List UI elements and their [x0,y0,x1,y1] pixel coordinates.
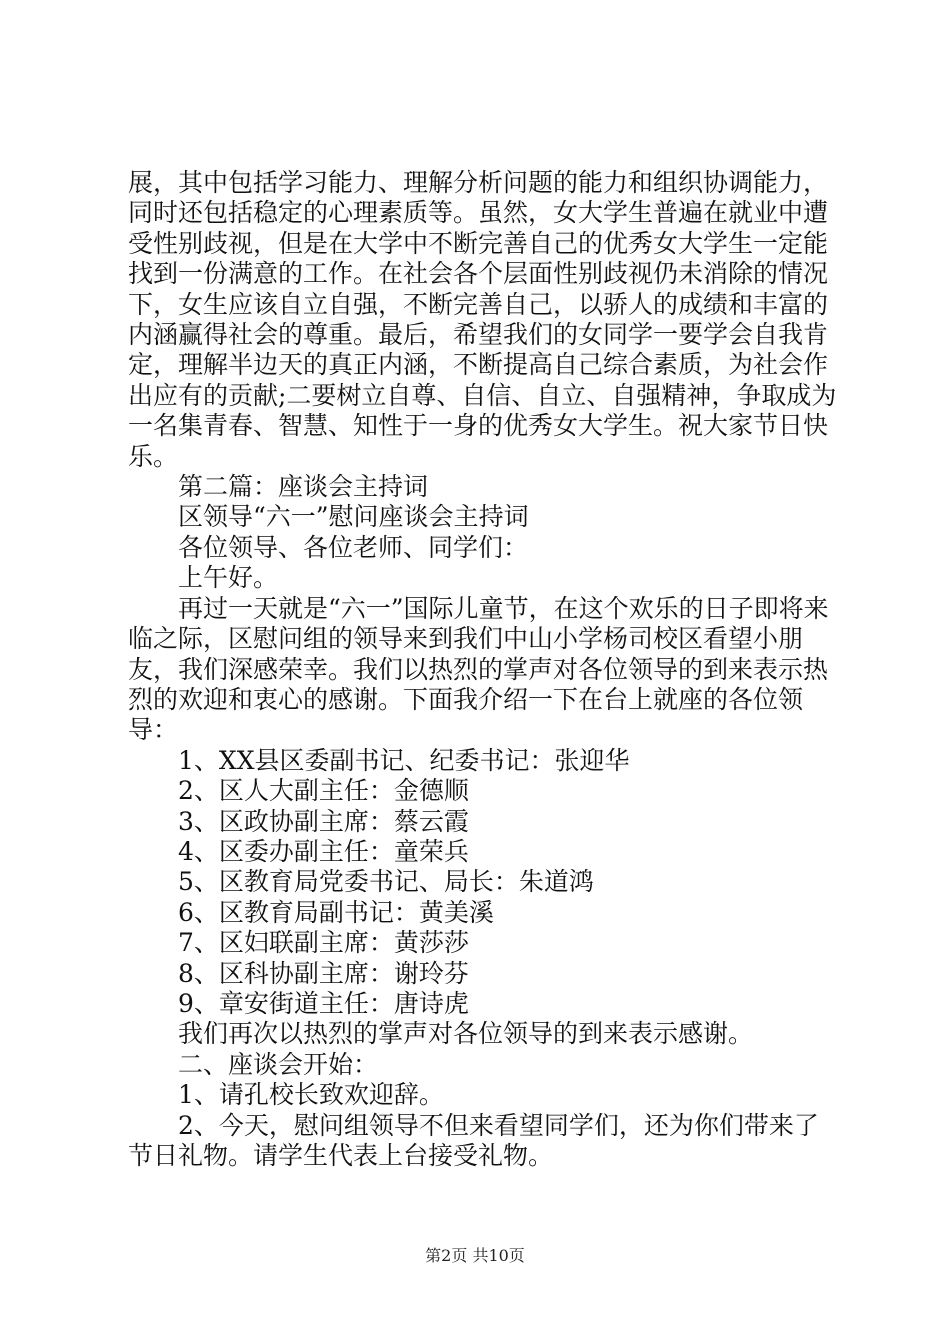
page-footer [0,1243,950,1266]
document-body [128,168,838,1171]
part-two-heading: 二、座谈会开始： [178,1049,379,1079]
leader-list-item: 6、区教育局副书记：黄美溪 [178,897,494,927]
continuation-paragraph: 展，其中包括学习能力、理解分析问题的能力和组织协调能力，同时还包括稳定的心理素质等。虽然，女大学生普遍在就业中遭受性别歧视，但是在大学中不断完善自己的优秀女大学生一定能找到一份满意的工作。在社会各个层面性别歧视仍未消除的情况下，女生应该自立自强，不断完善自己，以骄人的成绩和丰富的内涵赢得社会的尊重。最后，希望我们的女同学一要学会自我肯定，理解半边天的真正内涵，不断提高自己综合素质，为社会作出应有的贡献;二要树立自尊、自信、自立、自强精神，争取成为一名集青春、智慧、知性于一身的优秀女大学生。祝大家节日快乐。 [128,168,837,471]
greeting: 上午好。 [178,563,279,593]
leader-list-item: 3、区政协副主席：蔡云霞 [178,806,469,836]
leader-list-item: 1、XX县区委副书记、纪委书记：张迎华 [178,745,630,775]
section-heading: 第二篇：座谈会主持词 [178,472,429,502]
salutation: 各位领导、各位老师、同学们： [178,532,529,562]
leader-list-item: 2、区人大副主任：金德顺 [178,776,469,806]
leader-list-item: 9、章安街道主任：唐诗虎 [178,988,469,1018]
step-two: 2、今天，慰问组领导不但来看望同学们，还为你们带来了节日礼物。请学生代表上台接受礼物。 [128,1110,819,1170]
leader-list-item: 8、区科协副主席：谢玲芬 [178,958,469,988]
speech-title: 区领导“六一”慰问座谈会主持词 [178,502,529,532]
leader-list-item: 4、区委办副主任：童荣兵 [178,836,469,866]
leader-list-item: 7、区妇联副主席：黄莎莎 [178,928,469,958]
page-indicator: 第2页 共10页 [425,1246,525,1265]
thanks-again: 我们再次以热烈的掌声对各位领导的到来表示感谢。 [178,1019,754,1049]
leader-list-item: 5、区教育局党委书记、局长：朱道鸿 [178,867,594,897]
intro-paragraph: 再过一天就是“六一”国际儿童节，在这个欢乐的日子即将来临之际，区慰问组的领导来到我们中山小学杨司校区看望小朋友，我们深感荣幸。我们以热烈的掌声对各位领导的到来表示热烈的欢迎和衷心的感谢。下面我介绍一下在台上就座的各位领导： [128,593,829,745]
step-one: 1、请孔校长致欢迎辞。 [178,1080,444,1110]
